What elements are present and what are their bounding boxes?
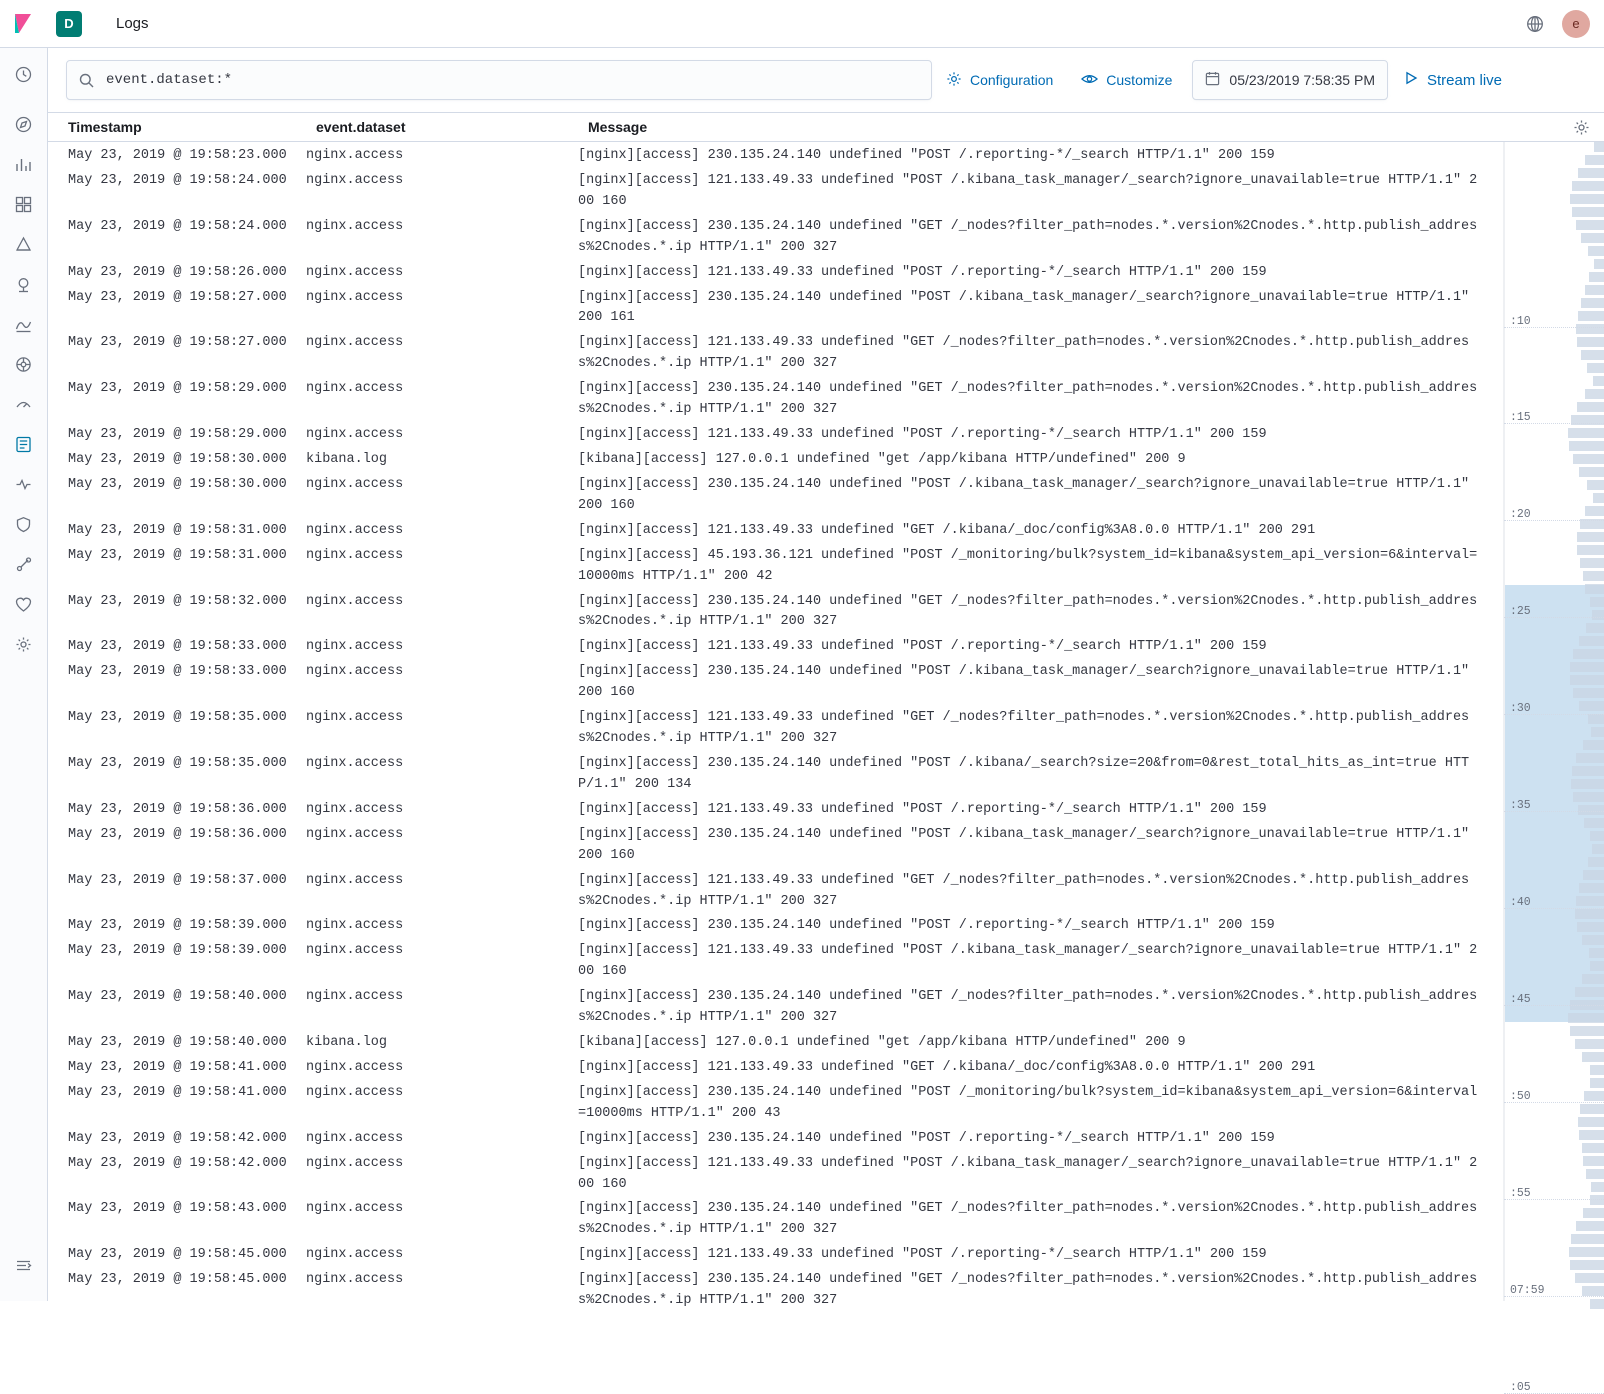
log-timestamp: May 23, 2019 @ 19:58:45.000	[68, 1247, 287, 1263]
log-message: [nginx][access] 230.135.24.140 undefined "POST /.kibana_task_manager/_search?ignore_unavailable=true HTTP/1.1" 200 160	[578, 664, 1470, 701]
log-message: [nginx][access] 230.135.24.140 undefined "GET /_nodes?filter_path=nodes.*.version%2Cnodes.*.http.publish_address%2Cnodes.*.ip HTTP/1.1" 200 327	[578, 593, 1478, 630]
log-entry-row[interactable]	[48, 286, 1503, 332]
log-dataset: nginx.access	[306, 476, 404, 492]
log-dataset: nginx.access	[306, 664, 404, 680]
log-dataset: nginx.access	[306, 1130, 404, 1146]
log-dataset: nginx.access	[306, 1247, 404, 1263]
log-message: [nginx][access] 121.133.49.33 undefined "POST /.reporting-*/_search HTTP/1.1" 200 159	[578, 639, 1267, 655]
log-timestamp: May 23, 2019 @ 19:58:29.000	[68, 381, 287, 397]
date-value: 05/23/2019 7:58:35 PM	[1229, 72, 1375, 88]
log-entry-row[interactable]	[48, 590, 1503, 636]
log-timestamp: May 23, 2019 @ 19:58:35.000	[68, 710, 287, 726]
log-message: [kibana][access] 127.0.0.1 undefined "get /app/kibana HTTP/undefined" 200 9	[578, 451, 1186, 467]
log-entry-row[interactable]	[48, 215, 1503, 261]
log-timestamp: May 23, 2019 @ 19:58:30.000	[68, 476, 287, 492]
log-minimap[interactable]	[1504, 142, 1604, 1394]
log-entry-row[interactable]	[48, 823, 1503, 869]
log-message: [nginx][access] 230.135.24.140 undefined "GET /_nodes?filter_path=nodes.*.version%2Cnodes.*.http.publish_address%2Cnodes.*.ip HTTP/1.1" 200 327	[578, 218, 1478, 255]
log-timestamp: May 23, 2019 @ 19:58:24.000	[68, 218, 287, 234]
stream-live-label: Stream live	[1426, 71, 1503, 89]
log-timestamp: May 23, 2019 @ 19:58:37.000	[68, 872, 287, 888]
log-message: [nginx][access] 121.133.49.33 undefined "GET /.kibana/_doc/config%3A8.0.0 HTTP/1.1" 200 291	[578, 522, 1316, 538]
sidebar-item-uptime[interactable]	[8, 468, 40, 500]
log-dataset: nginx.access	[306, 522, 404, 538]
log-timestamp: May 23, 2019 @ 19:58:23.000	[68, 148, 287, 163]
log-entry-row[interactable]	[48, 706, 1503, 752]
minimap-divider	[1504, 142, 1505, 1301]
configuration-label: Configuration	[970, 72, 1054, 88]
log-message: [nginx][access] 121.133.49.33 undefined "POST /.reporting-*/_search HTTP/1.1" 200 159	[578, 264, 1267, 280]
page-title: Logs	[116, 15, 149, 32]
log-timestamp: May 23, 2019 @ 19:58:40.000	[68, 989, 287, 1005]
log-timestamp: May 23, 2019 @ 19:58:39.000	[68, 918, 287, 934]
log-entry-row[interactable]	[48, 261, 1503, 286]
log-message: [nginx][access] 121.133.49.33 undefined "POST /.kibana_task_manager/_search?ignore_unavailable=true HTTP/1.1" 200 160	[578, 943, 1478, 980]
log-timestamp: May 23, 2019 @ 19:58:41.000	[68, 1059, 287, 1075]
log-table-header	[48, 112, 1604, 142]
log-dataset: nginx.access	[306, 335, 404, 351]
sidebar-item-maps[interactable]	[8, 268, 40, 300]
log-message: [nginx][access] 230.135.24.140 undefined "GET /_nodes?filter_path=nodes.*.version%2Cnodes.*.http.publish_address%2Cnodes.*.ip HTTP/1.1" 200 327	[578, 1201, 1478, 1238]
column-header-message[interactable]: Message	[588, 119, 648, 135]
log-dataset: kibana.log	[306, 451, 388, 467]
left-nav	[0, 48, 48, 1301]
log-timestamp: May 23, 2019 @ 19:58:45.000	[68, 1272, 287, 1288]
log-message: [nginx][access] 230.135.24.140 undefined "POST /.reporting-*/_search HTTP/1.1" 200 159	[578, 918, 1275, 934]
eye-icon	[1081, 72, 1098, 89]
sidebar-item-management[interactable]	[8, 628, 40, 660]
log-entry-row[interactable]	[48, 377, 1503, 423]
log-dataset: nginx.access	[306, 918, 404, 934]
log-message: [nginx][access] 121.133.49.33 undefined "GET /.kibana/_doc/config%3A8.0.0 HTTP/1.1" 200 291	[578, 1059, 1316, 1075]
body	[0, 48, 1604, 1394]
logs-toolbar	[48, 48, 1604, 112]
customize-button[interactable]	[1067, 60, 1186, 100]
log-entry-row[interactable]	[48, 752, 1503, 798]
log-timestamp: May 23, 2019 @ 19:58:36.000	[68, 826, 287, 842]
log-message: [nginx][access] 121.133.49.33 undefined "POST /.reporting-*/_search HTTP/1.1" 200 159	[578, 801, 1267, 817]
log-message: [nginx][access] 230.135.24.140 undefined "POST /.reporting-*/_search HTTP/1.1" 200 159	[578, 1130, 1275, 1146]
space-avatar[interactable]: D	[56, 11, 82, 37]
log-entry-row[interactable]	[48, 473, 1503, 519]
log-entry-row[interactable]	[48, 169, 1503, 215]
log-message: [nginx][access] 230.135.24.140 undefined "POST /_monitoring/bulk?system_id=kibana&system_api_version=6&interval=10000ms HTTP/1.1" 200 43	[578, 1084, 1478, 1121]
log-dataset: nginx.access	[306, 593, 404, 609]
log-dataset: nginx.access	[306, 872, 404, 888]
minimap-tick-label: 07:59	[1510, 1284, 1545, 1297]
log-entry-row[interactable]	[48, 869, 1503, 915]
calendar-icon	[1205, 71, 1220, 89]
log-timestamp: May 23, 2019 @ 19:58:42.000	[68, 1155, 287, 1171]
main-content	[48, 48, 1604, 1394]
minimap-tick-label: :45	[1510, 993, 1531, 1006]
minimap-tick-label: :30	[1510, 702, 1531, 715]
log-dataset: nginx.access	[306, 826, 404, 842]
log-dataset: nginx.access	[306, 943, 404, 959]
log-timestamp: May 23, 2019 @ 19:58:24.000	[68, 172, 287, 188]
log-message: [nginx][access] 230.135.24.140 undefined "GET /_nodes?filter_path=nodes.*.version%2Cnodes.*.http.publish_address%2Cnodes.*.ip HTTP/1.1" 200 327	[578, 989, 1478, 1026]
sidebar-item-infrastructure[interactable]	[8, 348, 40, 380]
log-message: [nginx][access] 121.133.49.33 undefined "POST /.kibana_task_manager/_search?ignore_unavailable=true HTTP/1.1" 200 160	[578, 172, 1478, 209]
log-timestamp: May 23, 2019 @ 19:58:27.000	[68, 335, 287, 351]
log-message: [nginx][access] 230.135.24.140 undefined "GET /_nodes?filter_path=nodes.*.version%2Cnodes.*.http.publish_address%2Cnodes.*.ip HTTP/1.1" 200 327	[578, 381, 1478, 418]
log-timestamp: May 23, 2019 @ 19:58:35.000	[68, 755, 287, 771]
log-entry-row[interactable]	[48, 1243, 1503, 1268]
sidebar-item-siem[interactable]	[8, 508, 40, 540]
kibana-logo-icon	[13, 13, 35, 35]
column-header-event-dataset[interactable]: event.dataset	[316, 119, 406, 135]
search-box[interactable]	[66, 60, 932, 100]
top-header	[0, 0, 1604, 48]
sidebar-item-canvas[interactable]	[8, 228, 40, 260]
log-area	[48, 142, 1604, 1394]
log-dataset: nginx.access	[306, 218, 404, 234]
log-timestamp: May 23, 2019 @ 19:58:43.000	[68, 1201, 287, 1217]
log-dataset: nginx.access	[306, 289, 404, 305]
help-icon[interactable]	[1520, 9, 1550, 39]
log-timestamp: May 23, 2019 @ 19:58:40.000	[68, 1035, 287, 1051]
log-entry-list[interactable]	[48, 142, 1504, 1309]
log-entry-row[interactable]	[48, 144, 1503, 169]
log-dataset: nginx.access	[306, 639, 404, 655]
log-message: [nginx][access] 230.135.24.140 undefined "POST /.reporting-*/_search HTTP/1.1" 200 159	[578, 148, 1275, 163]
log-entry-row[interactable]	[48, 519, 1503, 544]
play-icon	[1404, 71, 1418, 89]
column-header-timestamp[interactable]: Timestamp	[68, 119, 142, 135]
log-entry-row[interactable]	[48, 1152, 1503, 1198]
log-entry-row[interactable]	[48, 985, 1503, 1031]
log-dataset: nginx.access	[306, 547, 404, 563]
log-message: [nginx][access] 121.133.49.33 undefined "GET /_nodes?filter_path=nodes.*.version%2Cnodes.*.http.publish_address%2Cnodes.*.ip HTTP/1.1" 200 327	[578, 335, 1470, 372]
log-timestamp: May 23, 2019 @ 19:58:31.000	[68, 522, 287, 538]
sidebar-item-discover[interactable]	[8, 108, 40, 140]
log-entry-row[interactable]	[48, 331, 1503, 377]
sidebar-item-dashboard[interactable]	[8, 188, 40, 220]
collapse-nav-button[interactable]	[8, 1249, 40, 1281]
log-dataset: kibana.log	[306, 1035, 388, 1051]
log-dataset: nginx.access	[306, 989, 404, 1005]
configuration-button[interactable]	[932, 60, 1067, 100]
log-entry-row[interactable]	[48, 798, 1503, 823]
log-dataset: nginx.access	[306, 1272, 404, 1288]
stream-live-button[interactable]	[1388, 60, 1512, 100]
minimap-tick-label: :55	[1510, 1187, 1531, 1200]
log-entry-row[interactable]	[48, 660, 1503, 706]
sidebar-item-monitoring[interactable]	[8, 588, 40, 620]
log-message: [nginx][access] 230.135.24.140 undefined "POST /.kibana_task_manager/_search?ignore_unavailable=true HTTP/1.1" 200 160	[578, 826, 1470, 863]
log-timestamp: May 23, 2019 @ 19:58:32.000	[68, 593, 287, 609]
avatar[interactable]: e	[1562, 10, 1590, 38]
log-dataset: nginx.access	[306, 1084, 404, 1100]
log-timestamp: May 23, 2019 @ 19:58:27.000	[68, 289, 287, 305]
minimap-scrollbar[interactable]	[1594, 142, 1604, 1301]
log-timestamp: May 23, 2019 @ 19:58:39.000	[68, 943, 287, 959]
log-message: [kibana][access] 127.0.0.1 undefined "get /app/kibana HTTP/undefined" 200 9	[578, 1035, 1186, 1051]
log-dataset: nginx.access	[306, 1201, 404, 1217]
log-entry-row[interactable]	[48, 914, 1503, 939]
log-message: [nginx][access] 121.133.49.33 undefined "POST /.reporting-*/_search HTTP/1.1" 200 159	[578, 1247, 1267, 1263]
minimap-tick-label: :35	[1510, 799, 1531, 812]
minimap-tick-label: :40	[1510, 896, 1531, 909]
log-entry-row[interactable]	[48, 1031, 1503, 1056]
sidebar-item-apm[interactable]	[8, 388, 40, 420]
log-dataset: nginx.access	[306, 1059, 404, 1075]
log-timestamp: May 23, 2019 @ 19:58:26.000	[68, 264, 287, 280]
sidebar-item-dev-tools[interactable]	[8, 548, 40, 580]
recently-viewed-icon[interactable]	[8, 58, 40, 90]
log-timestamp: May 23, 2019 @ 19:58:29.000	[68, 427, 287, 443]
log-timestamp: May 23, 2019 @ 19:58:33.000	[68, 639, 287, 655]
log-entry-row[interactable]	[48, 939, 1503, 985]
log-timestamp: May 23, 2019 @ 19:58:41.000	[68, 1084, 287, 1100]
log-entry-row[interactable]	[48, 1197, 1503, 1243]
log-timestamp: May 23, 2019 @ 19:58:42.000	[68, 1130, 287, 1146]
log-message: [nginx][access] 230.135.24.140 undefined "GET /_nodes?filter_path=nodes.*.version%2Cnodes.*.http.publish_address%2Cnodes.*.ip HTTP/1.1" 200 327	[578, 1272, 1478, 1309]
log-entry-row[interactable]	[48, 1056, 1503, 1081]
log-entry-row[interactable]	[48, 1081, 1503, 1127]
minimap-tick-label: :10	[1510, 315, 1531, 328]
search-input[interactable]	[104, 71, 919, 89]
log-message: [nginx][access] 121.133.49.33 undefined "GET /_nodes?filter_path=nodes.*.version%2Cnodes.*.http.publish_address%2Cnodes.*.ip HTTP/1.1" 200 327	[578, 872, 1470, 909]
sidebar-item-logs[interactable]	[8, 428, 40, 460]
column-settings-icon[interactable]	[1558, 119, 1604, 136]
log-message: [nginx][access] 230.135.24.140 undefined "POST /.kibana/_search?size=20&from=0&rest_total_hits_as_int=true HTTP/1.1" 200 134	[578, 755, 1470, 792]
log-dataset: nginx.access	[306, 381, 404, 397]
date-picker[interactable]	[1192, 60, 1388, 100]
log-entry-row[interactable]	[48, 423, 1503, 448]
log-timestamp: May 23, 2019 @ 19:58:31.000	[68, 547, 287, 563]
log-entry-row[interactable]	[48, 1268, 1503, 1314]
log-dataset: nginx.access	[306, 148, 404, 163]
minimap-tick-label: :50	[1510, 1090, 1531, 1103]
log-message: [nginx][access] 121.133.49.33 undefined "GET /_nodes?filter_path=nodes.*.version%2Cnodes.*.http.publish_address%2Cnodes.*.ip HTTP/1.1" 200 327	[578, 710, 1470, 747]
log-dataset: nginx.access	[306, 710, 404, 726]
log-entry-row[interactable]	[48, 544, 1503, 590]
sidebar-item-machine-learning[interactable]	[8, 308, 40, 340]
log-message: [nginx][access] 121.133.49.33 undefined "POST /.reporting-*/_search HTTP/1.1" 200 159	[578, 427, 1267, 443]
minimap-tick-label: :15	[1510, 411, 1531, 424]
log-dataset: nginx.access	[306, 427, 404, 443]
log-timestamp: May 23, 2019 @ 19:58:36.000	[68, 801, 287, 817]
log-entry-row[interactable]	[48, 448, 1503, 473]
sidebar-item-visualize[interactable]	[8, 148, 40, 180]
search-icon	[79, 73, 94, 88]
log-dataset: nginx.access	[306, 801, 404, 817]
log-dataset: nginx.access	[306, 1155, 404, 1171]
log-message: [nginx][access] 230.135.24.140 undefined "POST /.kibana_task_manager/_search?ignore_unavailable=true HTTP/1.1" 200 160	[578, 476, 1470, 513]
minimap-tick-label: :25	[1510, 605, 1531, 618]
log-message: [nginx][access] 45.193.36.121 undefined "POST /_monitoring/bulk?system_id=kibana&system_api_version=6&interval=10000ms HTTP/1.1" 200 42	[578, 547, 1478, 584]
customize-label: Customize	[1106, 72, 1173, 88]
minimap-tick-label: :05	[1510, 1381, 1531, 1394]
log-message: [nginx][access] 230.135.24.140 undefined "POST /.kibana_task_manager/_search?ignore_unavailable=true HTTP/1.1" 200 161	[578, 289, 1470, 326]
log-entry-row[interactable]	[48, 1127, 1503, 1152]
log-timestamp: May 23, 2019 @ 19:58:33.000	[68, 664, 287, 680]
minimap-tick-label: :20	[1510, 508, 1531, 521]
log-dataset: nginx.access	[306, 172, 404, 188]
kibana-logo-button[interactable]	[0, 0, 48, 47]
log-dataset: nginx.access	[306, 264, 404, 280]
log-entry-row[interactable]	[48, 635, 1503, 660]
gear-icon	[946, 71, 962, 90]
log-dataset: nginx.access	[306, 755, 404, 771]
log-timestamp: May 23, 2019 @ 19:58:30.000	[68, 451, 287, 467]
log-message: [nginx][access] 121.133.49.33 undefined "POST /.kibana_task_manager/_search?ignore_unavailable=true HTTP/1.1" 200 160	[578, 1155, 1478, 1192]
